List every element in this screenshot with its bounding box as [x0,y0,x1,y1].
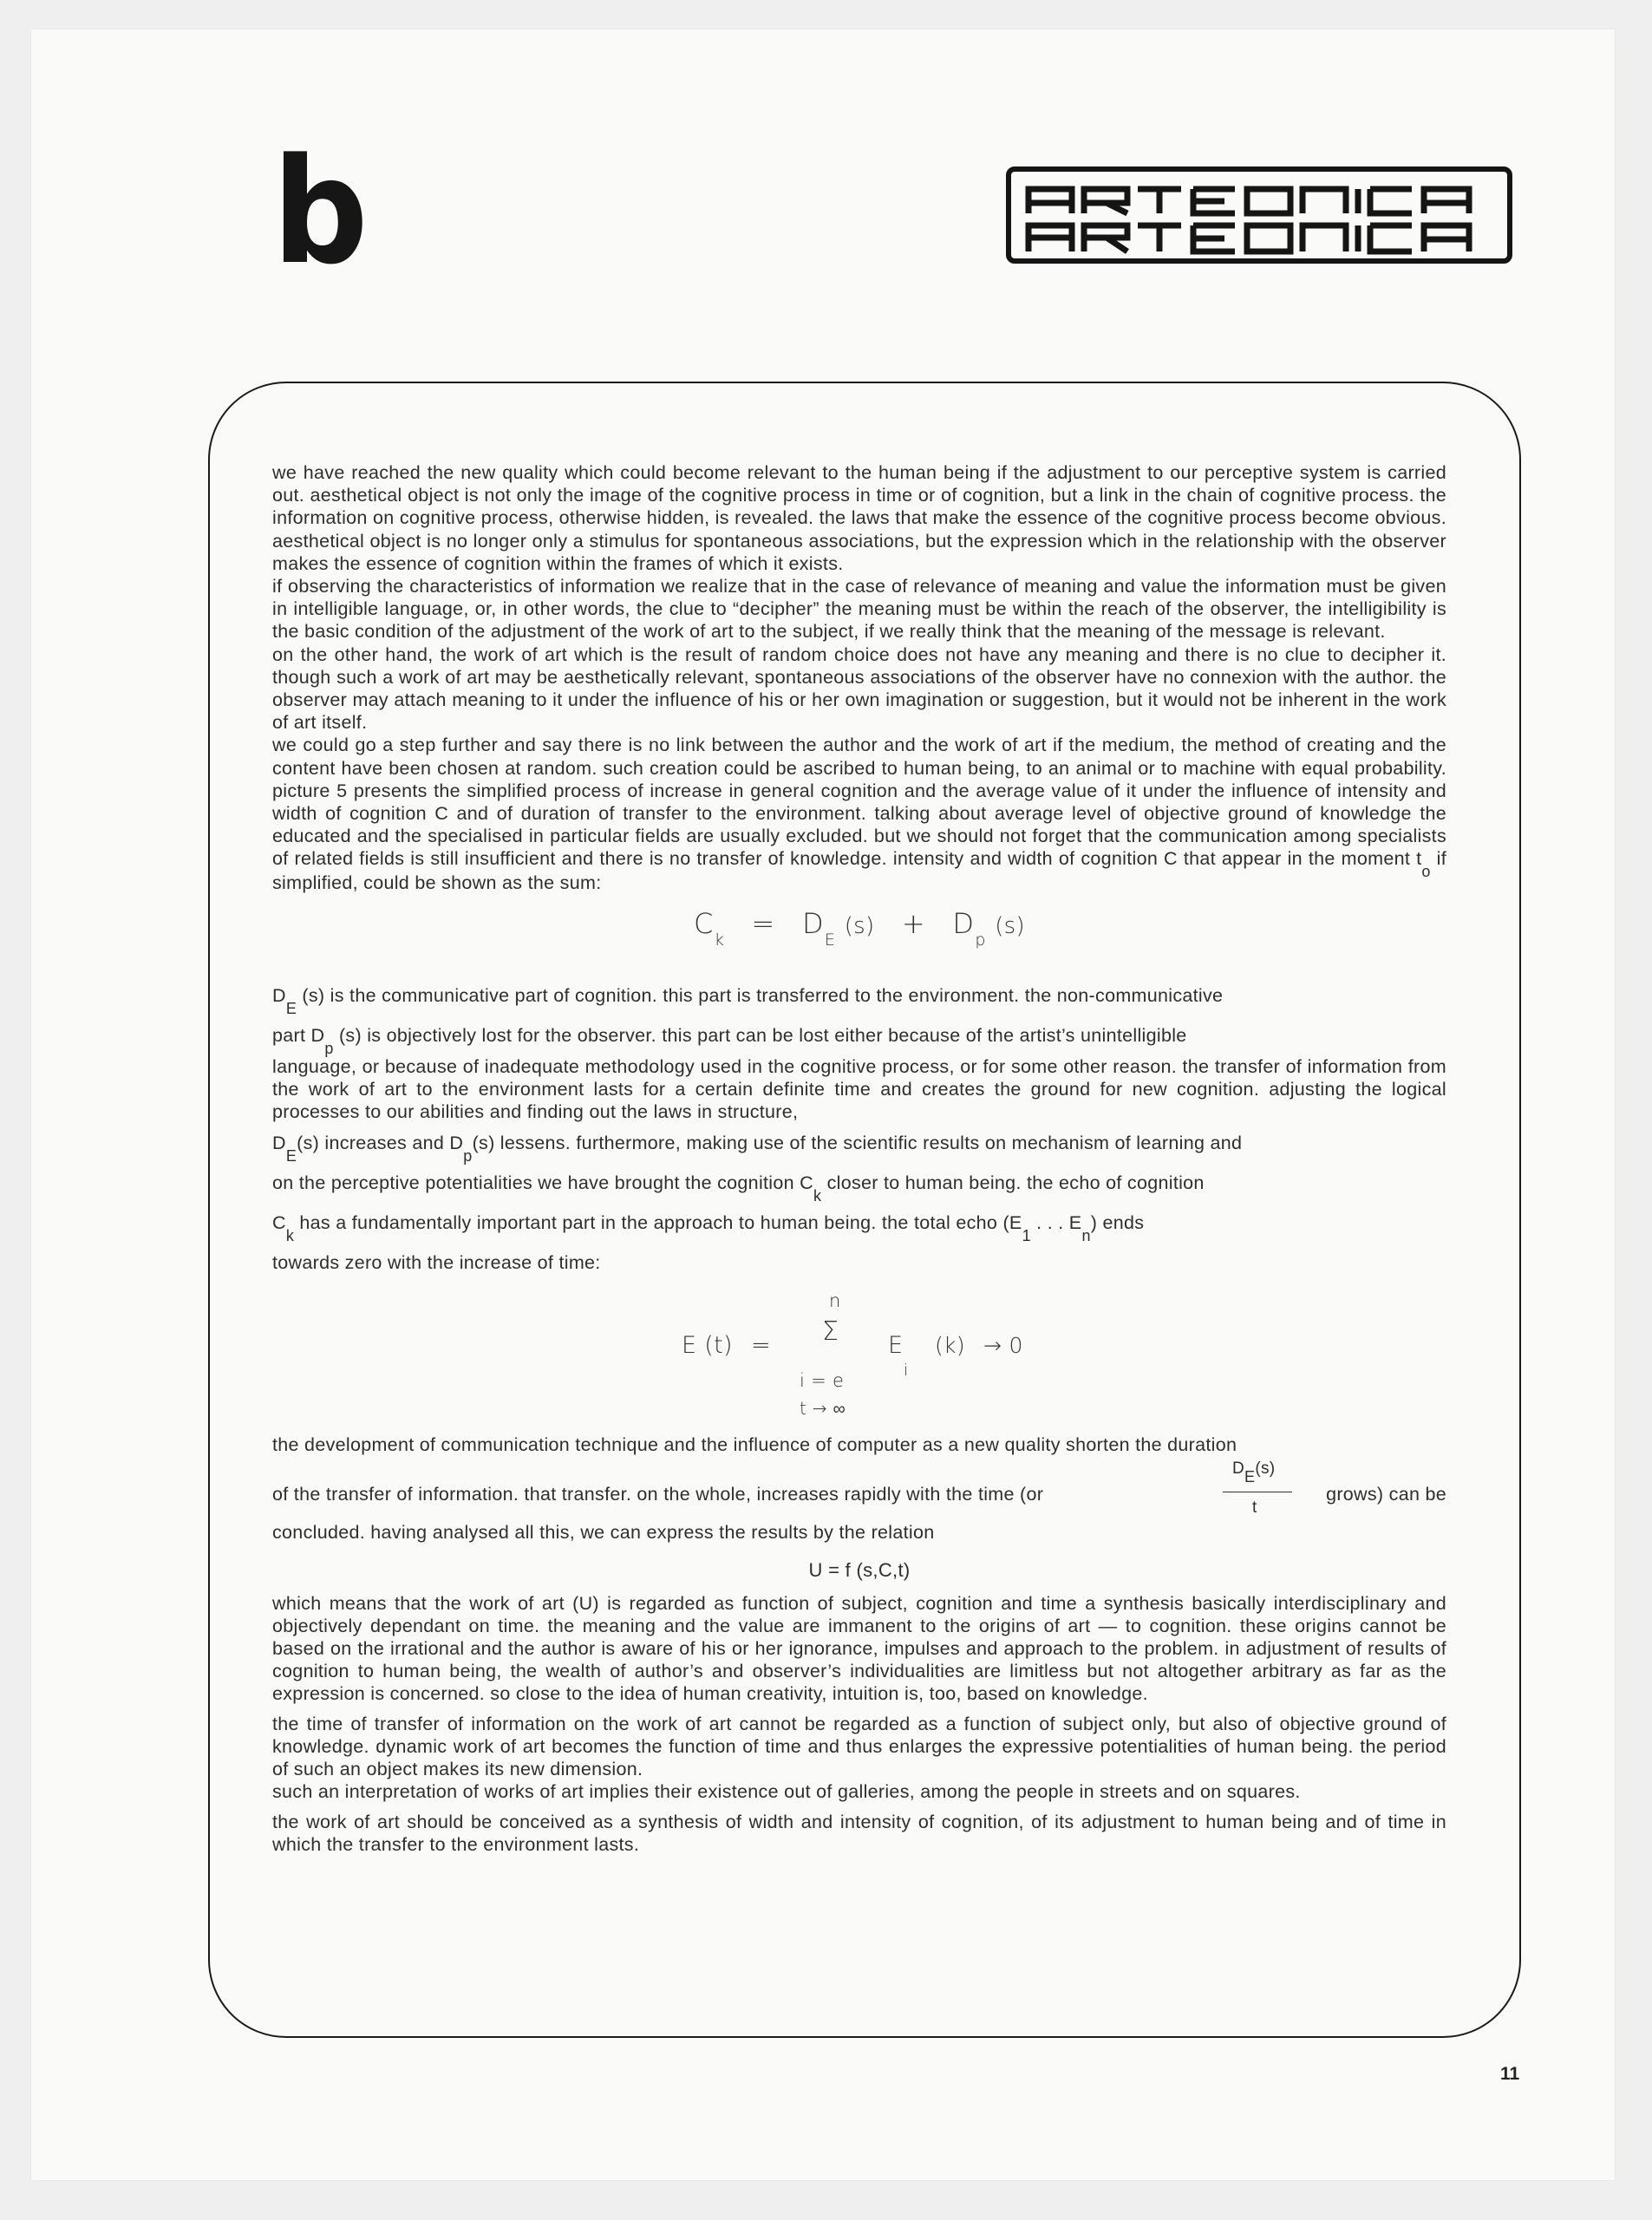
paragraph: $C_k$ has a fundamentally important part in the approach to human being. the total echo ($E_1$ . . . $E_n$) ends [272,1212,1145,1245]
paragraph: the development of communication technique and the influence of computer as a new quality shorten the duration [272,1434,1237,1456]
paragraph: which means that the work of art (U) is regarded as function of subject, cognition and time a synthesis basically interdisciplinary and objectively dependant on time. the meaning and the value are immanent to the origins of art — to cognition. these origins cannot be based on the irrational and the author is aware of his or her ignorance, impulses and approach to the problem. in adjustment of results of cognition to human being, the wealth of author’s and observer’s individualities are limitless but not altogether arbitrary as far as the expression is concerned. so close to the idea of human creativity, intuition is, too, based on knowledge. [272,1592,1446,1705]
page-number: 11 [1500,2064,1520,2084]
paragraph: the work of art should be conceived as a synthesis of width and intensity of cognition, of its adjustment to human being and of time in which the transfer to the environment lasts. [272,1811,1446,1855]
paragraph: $D_E$ (s) is the communicative part of cognition. this part is transferred to the environment. the non-communicative [272,984,1224,1017]
equation-total-echo: E (t) = n Σ i = e t → ∞ E i (k) → 0 [682,1290,1023,1420]
equation-relation: U = f (s,C,t) [808,1558,911,1581]
paragraph: the time of transfer of information on the work of art cannot be regarded as a function of subject only, but also of objective ground of knowledge. dynamic work of art becomes the function of time and thus enlarges the expressive potentialities of human being. the period of such an object makes its new dimension. [272,1713,1446,1780]
paragraph: we could go a step further and say there is no link between the author and the work of art if the medium, the method of creating and the content have been chosen at random. such creation could be ascribed to human being, to an animal or to machine with equal probability. picture 5 presents the simplified process of increase in general cognition and the average value of it under the influence of intensity and width of cognition C and of duration of transfer to the environment. talking about average level of objective ground of knowledge the educated and the specialised in particular fields are usually excluded. but we should not forget that the communication among specialists of related fields is still insufficient and there is no transfer of knowledge. intensity and width of cognition C that appear in the moment $t_o$ if simplified, could be shown as the sum: [272,735,1446,893]
paragraph: $D_E(s)$ increases and $D_p(s)$ lessens. furthermore, making use of the scientific results on mechanism of learning and [272,1133,1243,1166]
paragraph: on the perceptive potentialities we have brought the cognition $C_k$ closer to human being. the echo of cognition [272,1172,1205,1205]
section-letter: b [272,127,365,297]
paragraph: language, or because of inadequate methodology used in the cognitive process, or for some other reason. the transfer of information from the work of art to the environment lasts for a certain definite time and creates the ground for new cognition. adjusting the logical processes to our abilities and finding out the laws in structure, [272,1055,1446,1123]
paragraph: on the other hand, the work of art which is the result of random choice does not have any meaning and there is no clue to decipher it. though such a work of art may be aesthetically relevant, spontaneous associations of the observer have no connexion with the author. the observer may attach meaning to it under the influence of his or her own imagination or suggestion, but it would not be inherent in the work of art itself. [272,643,1446,734]
arteonica-logo-lettering [1011,160,1518,269]
paragraph: part $D_p$ (s) is objectively lost for the observer. this part can be lost either because of the artist’s unintelligible [272,1024,1187,1057]
fraction-sentence: of the transfer of information. that transfer. on the whole, increases rapidly with the time (or DE(s) t grows) can be [272,1457,1446,1512]
paragraph: if observing the characteristics of information we realize that in the case of relevance of meaning and value the information must be given in intelligible language, or, in other words, the clue to “decipher” the meaning must be within the reach of the observer, the intelligibility is the basic condition of the adjustment of the work of art to the subject, if we really think that the meaning of the message is relevant. [272,576,1446,643]
paragraph: concluded. having analysed all this, we can express the results by the relation [272,1521,935,1543]
arteonica-logo [1006,160,1512,264]
paragraph: such an interpretation of works of art implies their existence out of galleries, among the people in streets and on squares. [272,1781,1301,1803]
paragraph: we have reached the new quality which could become relevant to the human being if the adjustment to our perceptive system is carried out. aesthetical object is not only the image of the cognitive process in time or of cognition, but a link in the chain of cognitive process. the information on cognitive process, otherwise hidden, is revealed. the laws that make the essence of the cognitive process become obvious. aesthetical object is no longer only a stimulus for spontaneous associations, but the expression which in the relationship with the observer makes the essence of cognition within the frames of which it exists. [272,462,1446,574]
equation-cognition-sum: $C_k$ = $D_E$ (s) + $D_p$ (s) [694,906,1025,950]
article-body [272,461,1446,1856]
svg-text:ARTEÓNICA: ARTEÓNICA [1011,160,1093,175]
fraction-numerator: DE(s) [1232,1459,1276,1485]
paragraph: towards zero with the increase of time: [272,1252,601,1274]
